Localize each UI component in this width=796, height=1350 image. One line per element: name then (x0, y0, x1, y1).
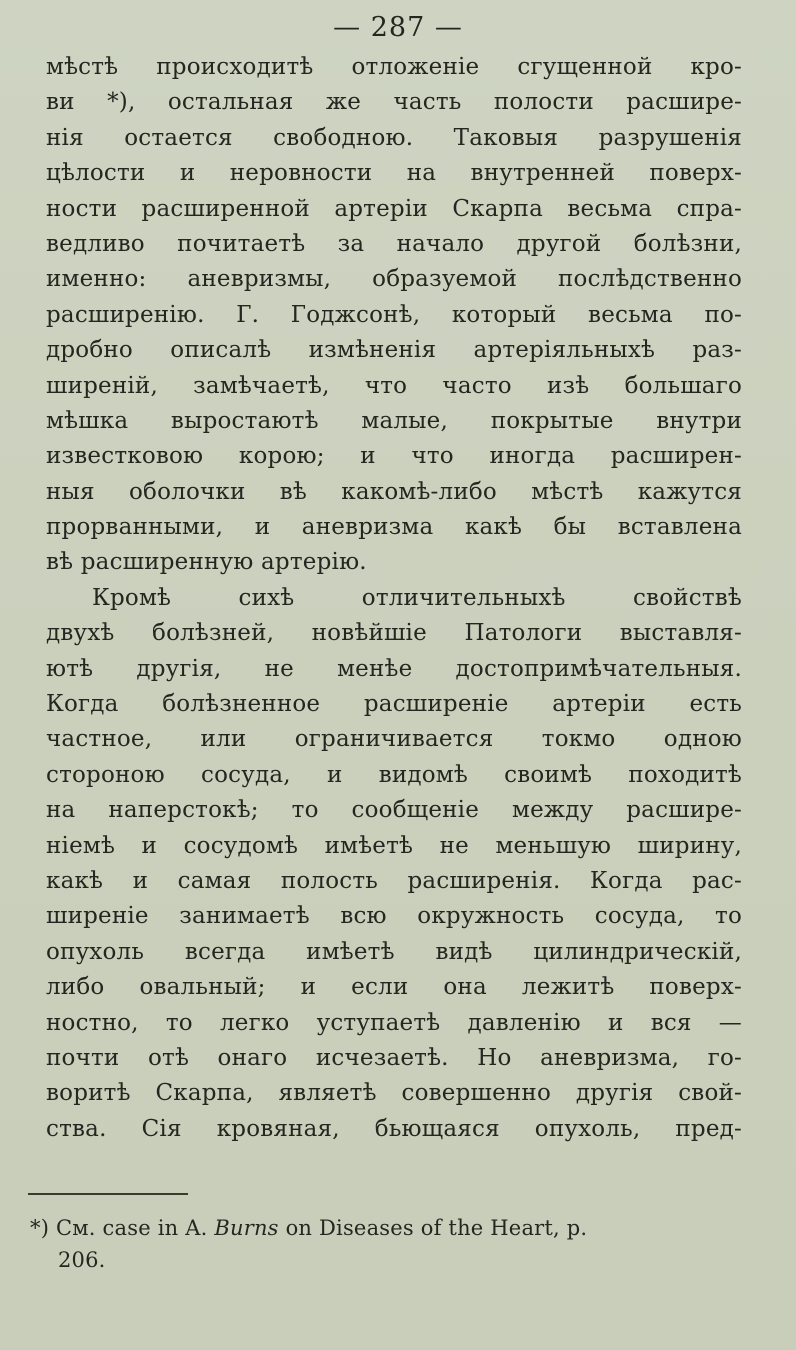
text-line: известковою корою; и что иногда расширен- (46, 443, 742, 470)
text-line: стороною сосуда, и видомѣ своимѣ походитѣ (46, 761, 742, 788)
text-line: нія остается свободною. Таковыя разрушенія (46, 124, 742, 151)
paragraph-start-line: Кромѣ сихѣ отличительныхѣ свойствѣ (92, 584, 742, 611)
body-text (46, 50, 742, 1147)
text-line: ютѣ другія, не менѣе достопримѣчательныя. (46, 655, 742, 682)
text-line: либо овальный; и если она лежитѣ поверх- (46, 974, 742, 1001)
text-line: ведливо почитаетѣ за начало другой болѣзни, (46, 230, 742, 257)
text-line: мѣшка выростаютѣ малые, покрытые внутри (46, 407, 742, 434)
text-line: ностно, то легко уступаетѣ давленію и вся — (46, 1009, 742, 1036)
paragraph-end-line: вѣ расширенную артерію. (46, 549, 367, 576)
text-line: ства. Сія кровяная, бьющаяся опухоль, пред- (46, 1115, 742, 1142)
text-line: цѣлости и неровности на внутренней поверх- (46, 160, 742, 187)
text-line: опухоль всегда имѣетѣ видѣ цилиндрическій, (46, 938, 742, 965)
text-line: воритѣ Скарпа, являетѣ совершенно другія свой- (46, 1080, 742, 1107)
footnote-title: on Diseases of the Heart, p. (285, 1216, 588, 1240)
text-line: ширеній, замѣчаетѣ, что часто изѣ большаго (46, 372, 742, 399)
text-line: ныя оболочки вѣ какомѣ-либо мѣстѣ кажутся (46, 478, 742, 505)
text-line: ви *), остальная же часть полости расшире- (46, 89, 742, 116)
text-line: ніемѣ и сосудомѣ имѣетѣ не меньшую ширину, (46, 832, 742, 859)
footnote-divider (28, 1193, 188, 1195)
footnote-continuation: 206. (58, 1248, 106, 1272)
footnote-prefix: См. case in A. (55, 1216, 208, 1240)
text-line: на наперстокѣ; то сообщеніе между расшире- (46, 797, 742, 824)
text-line: двухѣ болѣзней, новѣйшіе Патологи выставля- (46, 620, 742, 647)
text-line: расширенію. Г. Годжсонѣ, который весьма по- (46, 301, 742, 328)
text-line: какѣ и самая полость расширенія. Когда рас- (46, 867, 742, 894)
text-line: ности расширенной артеріи Скарпа весьма спра- (46, 195, 742, 222)
footnote-marker: *) (30, 1216, 50, 1240)
text-line: ширеніе занимаетѣ всю окружность сосуда, то (46, 903, 742, 930)
text-line: Когда болѣзненное расширеніе артеріи есть (46, 691, 742, 718)
text-line: именно: аневризмы, образуемой послѣдственно (46, 266, 742, 293)
text-line: мѣстѣ происходитѣ отложеніе сгущенной кро- (46, 54, 742, 80)
text-line: почти отѣ онаго исчезаетѣ. Но аневризма, го- (46, 1044, 742, 1071)
footnote-author: Burns (214, 1216, 279, 1240)
page-number: — 287 — (333, 12, 463, 43)
text-line: частное, или ограничивается токмо одною (46, 726, 742, 753)
text-line: дробно описалѣ измѣненія артеріяльныхѣ раз- (46, 337, 742, 364)
footnote (30, 1212, 742, 1276)
footnote-line (30, 1212, 742, 1244)
text-line: прорванными, и аневризма какѣ бы вставлена (46, 514, 742, 541)
